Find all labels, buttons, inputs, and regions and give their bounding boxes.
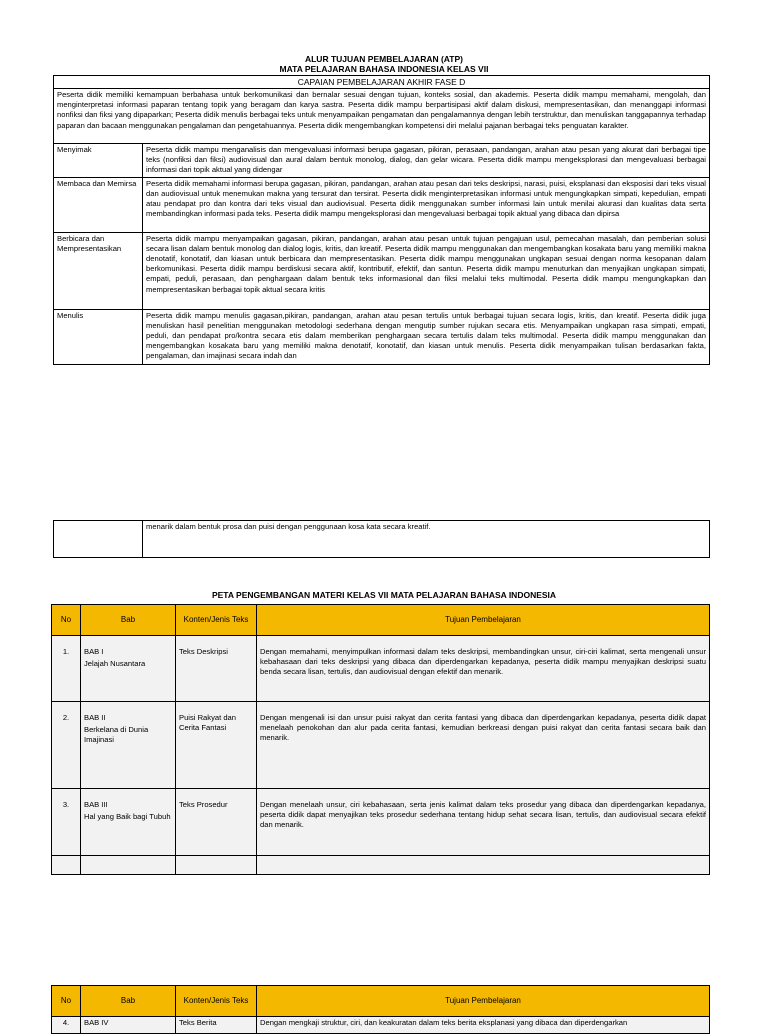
- bab-label: BAB III: [84, 800, 108, 809]
- peta-table: [51, 604, 710, 875]
- capaian-row: [54, 232, 710, 309]
- capaian-continuation-text: menarik dalam bentuk prosa dan puisi dengan penggunaan kosa kata secara kreatif.: [143, 521, 710, 558]
- capaian-label: Menulis: [54, 309, 143, 364]
- row-bab: [81, 702, 176, 789]
- row-tujuan: Dengan mengenali isi dan unsur puisi rakyat dan cerita fantasi yang dibaca dan diperdengarkan kepadanya, peserta didik dapat menelaah penokohan dan alur pada cerita fantasi, kemudian berkreasi dengan puisi rakyat dan cerita fantasi secara baik dan menarik.: [257, 702, 710, 789]
- column-header-tujuan: Tujuan Pembelajaran: [257, 605, 710, 636]
- column-header-no: No: [52, 986, 81, 1017]
- peta-header-row: [52, 986, 710, 1017]
- row-tujuan: Dengan mengkaji struktur, ciri, dan keakuratan dalam teks berita eksplanasi yang dibaca dan diperdengarkan: [257, 1017, 710, 1034]
- document-title: [0, 54, 768, 74]
- row-number: 2.: [52, 702, 81, 789]
- bab-title: Hal yang Baik bagi Tubuh: [84, 812, 171, 822]
- title-line-2: MATA PELAJARAN BAHASA INDONESIA KELAS VII: [279, 64, 489, 74]
- peta-header-row: [52, 605, 710, 636]
- capaian-label: Berbicara dan Mempresentasikan: [54, 232, 143, 309]
- capaian-intro: Peserta didik memiliki kemampuan berbahasa untuk berkomunikasi dan bernalar sesuai dengan tujuan, konteks sosial, dan akademis. Peserta didik mampu memahami, mengolah, dan menginterpretasi informasi paparan tentang topik yang beragam dan karya sastra. Peserta didik mampu berpartisipasi aktif dalam diskusi, mempresentasikan, dan menanggapi informasi nonfiksi dan fiksi yang dipaparkan; Peserta didik menulis berbagai teks untuk menyampaikan pengamatan dan pengalamannya dengan lebih terstruktur, dan menuliskan tanggapannya terhadap paparan dan bacaan menggunakan pengalaman dan pengetahuannya. Peserta didik mengembangkan kompetensi diri melalui pajanan berbagai teks penguatan karakter.: [54, 89, 710, 144]
- row-konten: Teks Prosedur: [176, 789, 257, 856]
- empty-cell: [176, 856, 257, 875]
- column-header-tujuan: Tujuan Pembelajaran: [257, 986, 710, 1017]
- capaian-text: Peserta didik memahami informasi berupa gagasan, pikiran, pandangan, arahan atau pesan dari teks deskripsi, narasi, puisi, eksplanasi dan eksposisi dari teks visual dan audiovisual untuk menemukan makna yang tersurat dan tersirat. Peserta didik menginterpretasikan informasi untuk mengungkapkan simpati, kepedulian, empati atau pendapat pro dan kontra dari teks visual dan audiovisual. Peserta didik menggunakan sumber informasi lain untuk menilai akurasi dan kualitas data serta membandingkan informasi pada teks. Peserta didik mampu mengeksplorasi dan mengevaluasi berbagai topik aktual yang dibaca dan dipirsa: [143, 177, 710, 232]
- column-header-konten: Konten/Jenis Teks: [176, 986, 257, 1017]
- capaian-row: [54, 177, 710, 232]
- empty-cell: [52, 856, 81, 875]
- row-bab: [81, 789, 176, 856]
- column-header-bab: Bab: [81, 605, 176, 636]
- capaian-continuation-row: [54, 521, 710, 558]
- row-number: 1.: [52, 636, 81, 702]
- row-konten: Teks Berita: [176, 1017, 257, 1034]
- capaian-label: Menyimak: [54, 144, 143, 178]
- empty-cell: [81, 856, 176, 875]
- bab-title: Jelajah Nusantara: [84, 659, 146, 669]
- row-konten: Teks Deskripsi: [176, 636, 257, 702]
- table-row: [52, 702, 710, 789]
- row-number: 4.: [52, 1017, 81, 1034]
- row-number: 3.: [52, 789, 81, 856]
- bab-label: BAB II: [84, 713, 106, 722]
- capaian-continuation-label: [54, 521, 143, 558]
- bab-label: BAB I: [84, 647, 104, 656]
- capaian-heading: CAPAIAN PEMBELAJARAN AKHIR FASE D: [54, 76, 710, 89]
- capaian-intro-row: [54, 89, 710, 144]
- row-konten: Puisi Rakyat dan Cerita Fantasi: [176, 702, 257, 789]
- title-line-1: ALUR TUJUAN PEMBELAJARAN (ATP): [304, 54, 464, 64]
- capaian-heading-row: [54, 76, 710, 89]
- peta-title: PETA PENGEMBANGAN MATERI KELAS VII MATA PELAJARAN BAHASA INDONESIA: [211, 590, 557, 600]
- capaian-text: Peserta didik mampu menganalisis dan mengevaluasi informasi berupa gagasan, pikiran, perasaan, pandangan, arahan atau pesan yang akurat dari berbagai tipe teks (nonfiksi dan fiksi) audiovisual dan aural dalam bentuk monolog, dialog, dan gelar wicara. Peserta didik mampu mengeksplorasi dan mengevaluasi berbagai informasi dari topik aktual yang didengar: [143, 144, 710, 178]
- capaian-text: Peserta didik mampu menyampaikan gagasan, pikiran, pandangan, arahan atau pesan untuk tujuan pengajuan usul, pemecahan masalah, dan pemberian solusi secara lisan dalam bentuk monolog dan dialog logis, kritis, dan kreatif. Peserta didik mampu menggunakan dan mengembangkan kosakata baru yang memiliki makna denotatif, konotatif, dan kiasan untuk berbicara dan mempresentasikan. Peserta didik mampu menggunakan ungkapan sesuai dengan norma kesopanan dalam berkomunikasi. Peserta didik mampu berdiskusi secara aktif, kontributif, efektif, dan santun. Peserta didik mampu menuturkan dan menyajikan ungkapan simpati, empati, peduli, perasaan, dan penghargaan dalam bentuk teks informasional dan fiksi melalui teks multimodal. Peserta didik mampu mengungkapkan dan mempresentasikan berbagai topik aktual secara kritis: [143, 232, 710, 309]
- column-header-konten: Konten/Jenis Teks: [176, 605, 257, 636]
- row-bab: BAB IV: [81, 1017, 176, 1034]
- table-row-empty: [52, 856, 710, 875]
- column-header-bab: Bab: [81, 986, 176, 1017]
- table-row: [52, 789, 710, 856]
- empty-cell: [257, 856, 710, 875]
- table-row: [52, 636, 710, 702]
- capaian-table: [53, 75, 710, 365]
- capaian-label: Membaca dan Memirsa: [54, 177, 143, 232]
- row-bab: [81, 636, 176, 702]
- capaian-continuation-table: [53, 520, 710, 558]
- peta-table-continued: [51, 985, 710, 1034]
- table-row: [52, 1017, 710, 1034]
- capaian-row: [54, 309, 710, 364]
- bab-title: Berkelana di Dunia Imajinasi: [84, 725, 149, 745]
- capaian-text: Peserta didik mampu menulis gagasan,pikiran, pandangan, arahan atau pesan tertulis untuk berbagai tujuan secara logis, kritis, dan kreatif. Peserta didik juga menuliskan hasil penelitian menggunakan metodologi sederhana dengan mengutip sumber rujukan secara etis. Menyampaikan ungkapan rasa simpati, empati, peduli, dan pendapat pro/kontra secara etis dalam memberikan penghargaan secara tertulis dalam teks multimodal. Peserta didik mampu menggunakan dan mengembangkan kosakata baru yang memiliki makna denotatif, konotatif, dan kiasan untuk menulis. Peserta didik menyampaikan tulisan berdasarkan fakta, pengalaman, dan imajinasi secara indah dan: [143, 309, 710, 364]
- column-header-no: No: [52, 605, 81, 636]
- row-tujuan: Dengan menelaah unsur, ciri kebahasaan, serta jenis kalimat dalam teks prosedur yang dibaca dan diperdengarkan kepadanya, peserta didik dapat menyajikan teks prosedur sederhana tentang hidup sehat secara lisan, tertulis, dan audiovisual secara efektif dan menarik.: [257, 789, 710, 856]
- row-tujuan: Dengan memahami, menyimpulkan informasi dalam teks deskripsi, membandingkan unsur, ciri-ciri kalimat, serta mengenali unsur kebahasaan dari teks deskripsi yang dibaca dan diperdengarkan kepadanya, peserta didik mampu menyajikan deskripsi suatu benda secara lisan, tertulis, dan audiovisual dengan efektif dan menarik.: [257, 636, 710, 702]
- capaian-row: [54, 144, 710, 178]
